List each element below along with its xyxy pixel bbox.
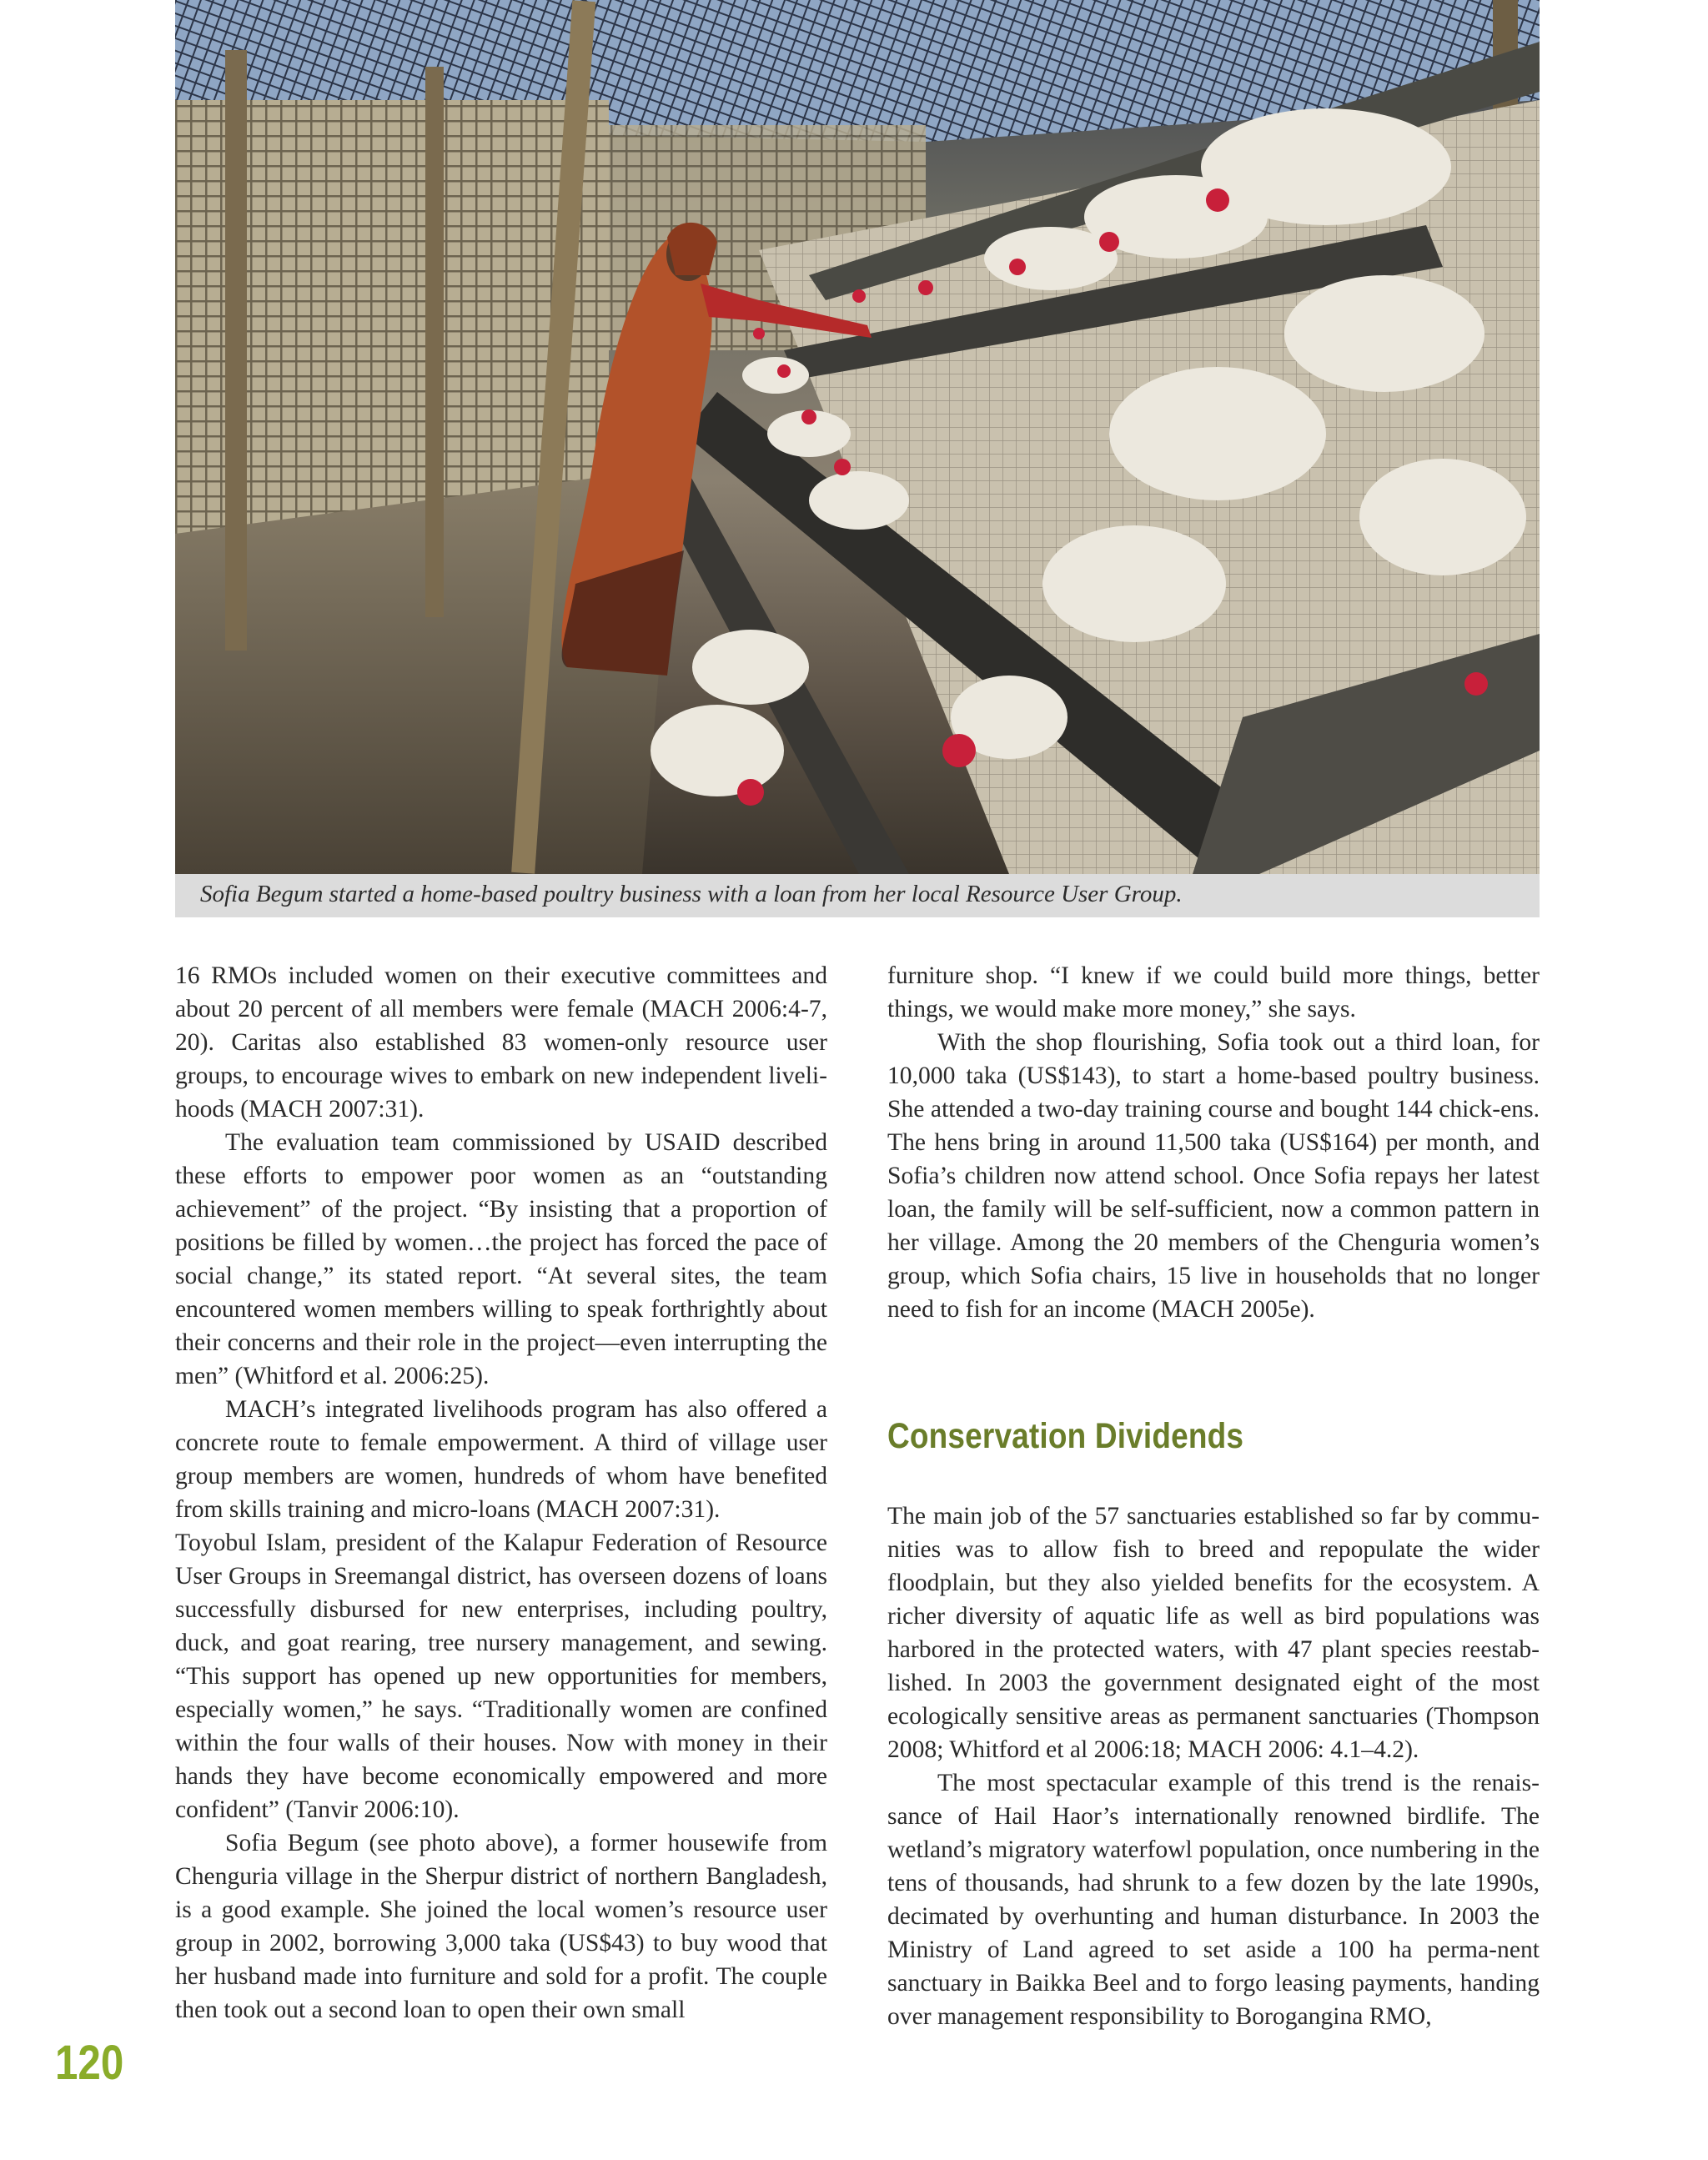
right-column-bottom <box>887 1499 1540 2033</box>
left-column <box>175 959 827 2027</box>
right-paragraph-3: The main job of the 57 sanctuaries established so far by commu-nities was to allow fish to breed and repopulate the wider floodplain, but they also yielded benefits for the ecosystem. A richer diversity of aquatic life as well as bird populations was harbored in the protected waters, with 47 plant species reestab-lished. In 2003 the government designated eight of the most ecologically sensitive areas as permanent sanctuaries (Thompson 2008; Whitford et al 2006:18; MACH 2006: 4.1–4.2). <box>887 1503 1540 1763</box>
left-paragraph-5: Sofia Begum (see photo above), a former housewife from Chenguria village in the Sherpur district of northern Bangladesh, is a good example. She joined the local women’s resource user group in 2002, borrowing 3,000 taka (US$43) to buy wood that her husband made into furniture and sold for a profit. The couple then took out a second loan to open their own small <box>175 1830 827 2023</box>
left-paragraph-2: The evaluation team commissioned by USAID described these efforts to empower poor women as an “outstanding achievement” of the project. “By insisting that a proportion of positions be filled by women…the project has forced the pace of social change,” its stated report. “At several sites, the team encountered women members willing to speak forthrightly about their concerns and their role in the project—even interrupting the men” (Whitford et al. 2006:25). <box>175 1129 827 1389</box>
photo-caption: Sofia Begum started a home-based poultry business with a loan from her local Resource User Group. <box>200 881 1183 907</box>
right-paragraph-4: The most spectacular example of this trend is the renais-sance of Hail Haor’s internationally renowned birdlife. The wetland’s migratory waterfowl population, once numbering in the tens of thousands, had shrunk to a few dozen by the late 1990s, decimated by overhunting and human disturbance. In 2003 the Ministry of Land agreed to set aside a 100 ha perma-nent sanctuary in Baikka Beel and to forgo leasing payments, handing over management responsibility to Borogangina RMO, <box>887 1770 1540 2030</box>
section-heading: Conservation Dividends <box>887 1416 1244 1456</box>
left-paragraph-3: MACH’s integrated livelihoods program has also offered a concrete route to female empowerment. A third of village user group members are women, hundreds of whom have benefited from skills training and micro-loans (MACH 2007:31). <box>175 1396 827 1523</box>
poultry-photo <box>175 0 1540 874</box>
photo-caption-bar <box>175 874 1540 917</box>
right-column-top <box>887 959 1540 1326</box>
poultry-photo-illustration <box>175 0 1540 874</box>
page-number: 120 <box>55 2036 124 2090</box>
right-paragraph-2: With the shop flourishing, Sofia took out a third loan, for 10,000 taka (US$143), to start a home-based poultry business. She attended a two-day training course and bought 144 chick-ens. The hens bring in around 11,500 taka (US$164) per month, and Sofia’s children now attend school. Once Sofia repays her latest loan, the family will be self-sufficient, now a common pattern in her village. Among the 20 members of the Chenguria women’s group, which Sofia chairs, 15 live in households that no longer need to fish for an income (MACH 2005e). <box>887 1029 1540 1323</box>
right-paragraph-1: furniture shop. “I knew if we could build more things, better things, we would make more money,” she says. <box>887 962 1540 1022</box>
left-paragraph-1: 16 RMOs included women on their executive committees and about 20 percent of all members were female (MACH 2006:4-7, 20). Caritas also established 83 women-only resource user groups, to encourage wives to embark on new independent liveli-hoods (MACH 2007:31). <box>175 962 827 1123</box>
left-paragraph-4: Toyobul Islam, president of the Kalapur Federation of Resource User Groups in Sreemangal district, has overseen dozens of loans successfully disbursed for new enterprises, including poultry, duck, and goat rearing, tree nursery management, and sewing. “This support has opened up new opportunities for members, especially women,” he says. “Traditionally women are confined within the four walls of their houses. Now with money in their hands they have become economically empowered and more confident” (Tanvir 2006:10). <box>175 1530 827 1823</box>
